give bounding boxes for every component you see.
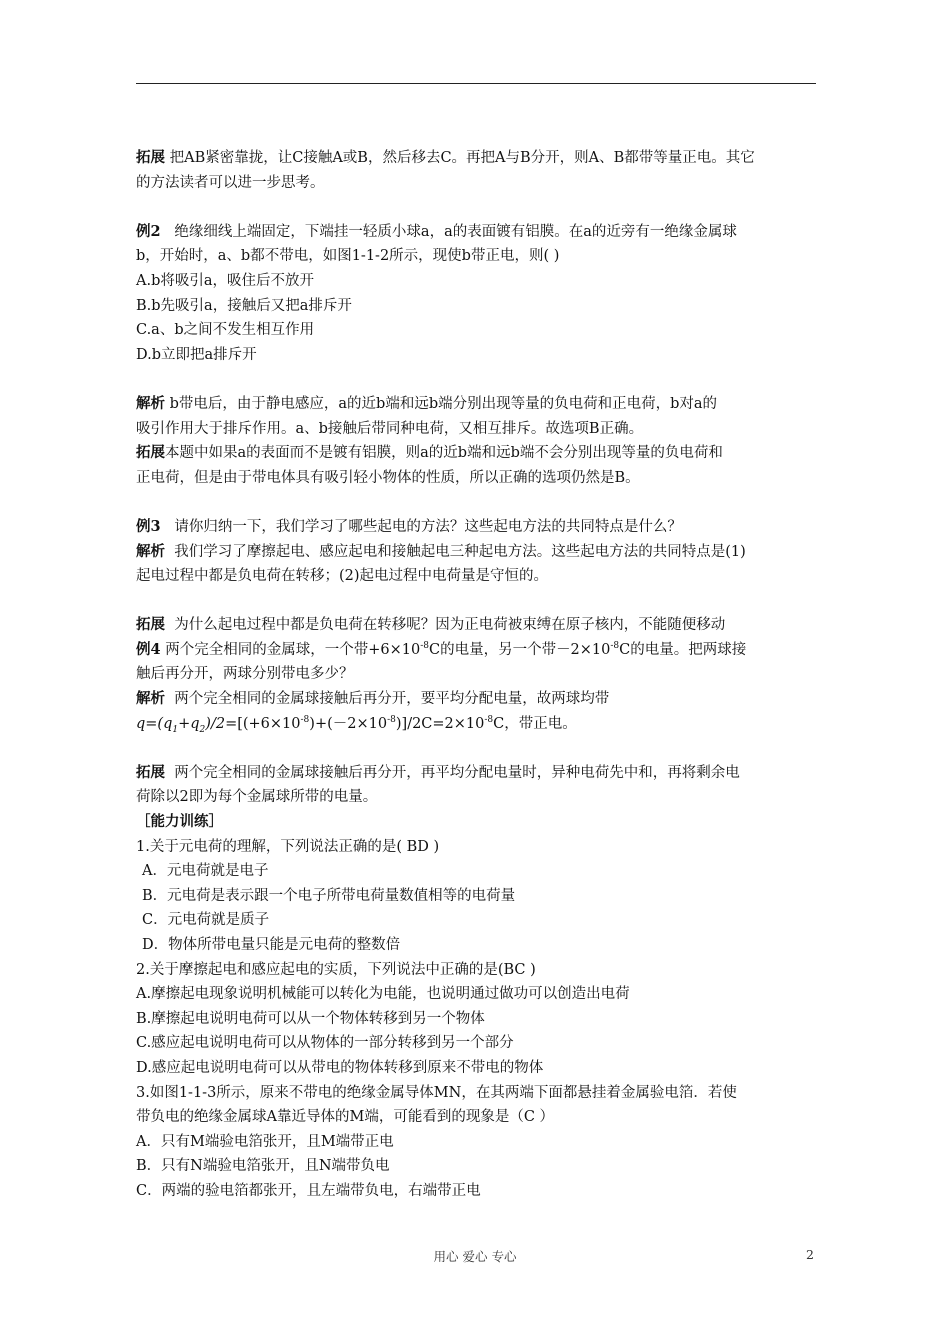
extension-paragraph-2 xyxy=(136,441,826,466)
example-label: 例2 xyxy=(136,222,161,240)
extension-text-line: 荷除以2即为每个金属球所带的电量。 xyxy=(136,789,378,806)
spacer xyxy=(136,589,826,614)
analysis-text: 我们学习了摩擦起电、感应起电和接触起电三种起电方法。这些起电方法的共同特点是(1) xyxy=(174,543,746,560)
analysis-label: 解析 xyxy=(136,394,165,412)
formula-part: =[(+6×10 xyxy=(225,715,301,732)
formula-part: +q xyxy=(178,715,200,732)
q1-option-b: B．元电荷是表示跟一个电子所带电荷量数值相等的电荷量 xyxy=(142,887,516,904)
example-label: 例4 xyxy=(136,640,161,658)
extension-text-line: 的方法读者可以进一步思考。 xyxy=(136,174,325,191)
option-d: D.b立即把a排斥开 xyxy=(136,346,257,363)
exponent: -8 xyxy=(420,641,429,652)
formula-part: q=(q xyxy=(136,715,173,732)
formula-part: C，带正电。 xyxy=(493,715,577,732)
exponent: -8 xyxy=(610,641,620,652)
q2-option-d: D.感应起电说明电荷可以从带电的物体转移到原来不带电的物体 xyxy=(136,1059,544,1076)
formula-part: )/2 xyxy=(205,715,226,732)
q2-option-a: A.摩擦起电现象说明机械能可以转化为电能，也说明通过做功可以创造出电荷 xyxy=(136,986,630,1003)
extension-text: 本题中如果a的表面而不是镀有铝膜，则a的近b端和远b端不会分别出现等量的负电荷和 xyxy=(165,445,723,462)
question-2: 2.关于摩擦起电和感应起电的实质，下列说法中正确的是(BC ) xyxy=(136,961,536,978)
example-text: 请你归纳一下，我们学习了哪些起电的方法？这些起电方法的共同特点是什么？ xyxy=(174,518,682,535)
analysis-label: 解析 xyxy=(136,690,165,708)
subscript: 2 xyxy=(199,724,206,735)
analysis-text-line: 吸引作用大于排斥作用。a、b接触后带同种电荷，又相互排斥。故选项B正确。 xyxy=(136,420,644,437)
exponent: -8 xyxy=(387,714,396,725)
example-2-question xyxy=(136,220,826,245)
q3-option-a: A．只有M端验电箔张开，且M端带正电 xyxy=(136,1133,394,1150)
question-1: 1.关于元电荷的理解，下列说法正确的是( BD ) xyxy=(136,838,440,855)
extension-paragraph-3 xyxy=(136,613,826,638)
spacer xyxy=(136,736,826,761)
spacer xyxy=(136,195,826,220)
example-text: 绝缘细线上端固定，下端挂一轻质小球a，a的表面镀有铝膜。在a的近旁有一绝缘金属球 xyxy=(174,223,737,240)
footer-slogan: 用心 爱心 专心 xyxy=(433,1249,517,1264)
q2-option-c: C.感应起电说明电荷可以从物体的一部分转移到另一个部分 xyxy=(136,1035,514,1052)
example-4-question xyxy=(136,638,826,663)
exponent: -8 xyxy=(300,714,310,725)
spacer xyxy=(136,490,826,515)
q1-option-d: D．物体所带电量只能是元电荷的整数倍 xyxy=(142,937,401,953)
example-label: 例3 xyxy=(136,517,161,535)
example-text: 两个完全相同的金属球，一个带+6×10 xyxy=(165,641,421,658)
extension-text: 为什么起电过程中都是负电荷在转移呢？因为正电荷被束缚在原子核内，不能随便移动 xyxy=(174,617,726,634)
analysis-text: 两个完全相同的金属球接触后再分开，要平均分配电量，故两球均带 xyxy=(174,691,610,708)
exponent: -8 xyxy=(484,714,494,725)
q3-option-c: C．两端的验电箔都张开，且左端带负电，右端带正电 xyxy=(136,1182,481,1199)
example-text-line: b，开始时，a、b都不带电，如图1-1-2所示，现使b带正电，则( ) xyxy=(136,248,560,265)
example-text: C的电量。把两球接 xyxy=(619,641,747,658)
q1-option-c: C．元电荷就是质子 xyxy=(142,912,270,929)
analysis-paragraph xyxy=(136,540,826,565)
header-rule xyxy=(136,83,816,84)
subscript: 1 xyxy=(172,724,179,735)
formula-line xyxy=(136,712,826,737)
extension-label: 拓展 xyxy=(136,444,165,462)
question-3: 3.如图1-1-3所示，原来不带电的绝缘金属导体MN，在其两端下面都悬挂着金属验电箔．若使 xyxy=(136,1084,737,1101)
spacer xyxy=(136,367,826,392)
option-b: B.b先吸引a，接触后又把a排斥开 xyxy=(136,297,352,314)
analysis-paragraph xyxy=(136,687,826,712)
example-3-question xyxy=(136,515,826,540)
extension-paragraph-1 xyxy=(136,146,826,171)
extension-text: 把AB紧密靠拢，让C接触A或B，然后移去C。再把A与B分开，则A、B都带等量正电。其它 xyxy=(169,150,755,166)
example-text-line: 触后再分开，两球分别带电多少？ xyxy=(136,666,354,683)
extension-label: 拓展 xyxy=(136,149,165,166)
page-content xyxy=(136,146,826,1204)
example-text: C的电量，另一个带－2×10 xyxy=(428,641,611,658)
option-c: C.a、b之间不发生相互作用 xyxy=(136,322,315,339)
extension-text: 两个完全相同的金属球接触后再分开，再平均分配电量时，异种电荷先中和，再将剩余电 xyxy=(174,764,740,781)
question-3-line: 带负电的绝缘金属球A靠近导体的M端，可能看到的现象是（C ） xyxy=(136,1109,555,1126)
section-heading: ［能力训练］ xyxy=(136,813,223,831)
extension-label: 拓展 xyxy=(136,763,165,781)
page-number: 2 xyxy=(806,1247,814,1262)
analysis-paragraph xyxy=(136,392,826,417)
q1-option-a: A．元电荷就是电子 xyxy=(142,863,269,880)
analysis-text: b带电后，由于静电感应，a的近b端和远b端分别出现等量的负电荷和正电荷，b对a的 xyxy=(169,395,718,412)
extension-text-line: 正电荷，但是由于带电体具有吸引轻小物体的性质，所以正确的选项仍然是B。 xyxy=(136,469,640,486)
formula-part: )+(－2×10 xyxy=(309,715,388,732)
analysis-label: 解析 xyxy=(136,542,165,560)
formula-part: )]/2C=2×10 xyxy=(395,715,485,732)
analysis-text-line: 起电过程中都是负电荷在转移；(2)起电过程中电荷量是守恒的。 xyxy=(136,568,549,585)
q3-option-b: B．只有N端验电箔张开，且N端带负电 xyxy=(136,1158,390,1175)
extension-paragraph-4 xyxy=(136,761,826,786)
extension-label: 拓展 xyxy=(136,616,165,634)
option-a: A.b将吸引a，吸住后不放开 xyxy=(136,272,315,289)
q2-option-b: B.摩擦起电说明电荷可以从一个物体转移到另一个物体 xyxy=(136,1010,485,1027)
